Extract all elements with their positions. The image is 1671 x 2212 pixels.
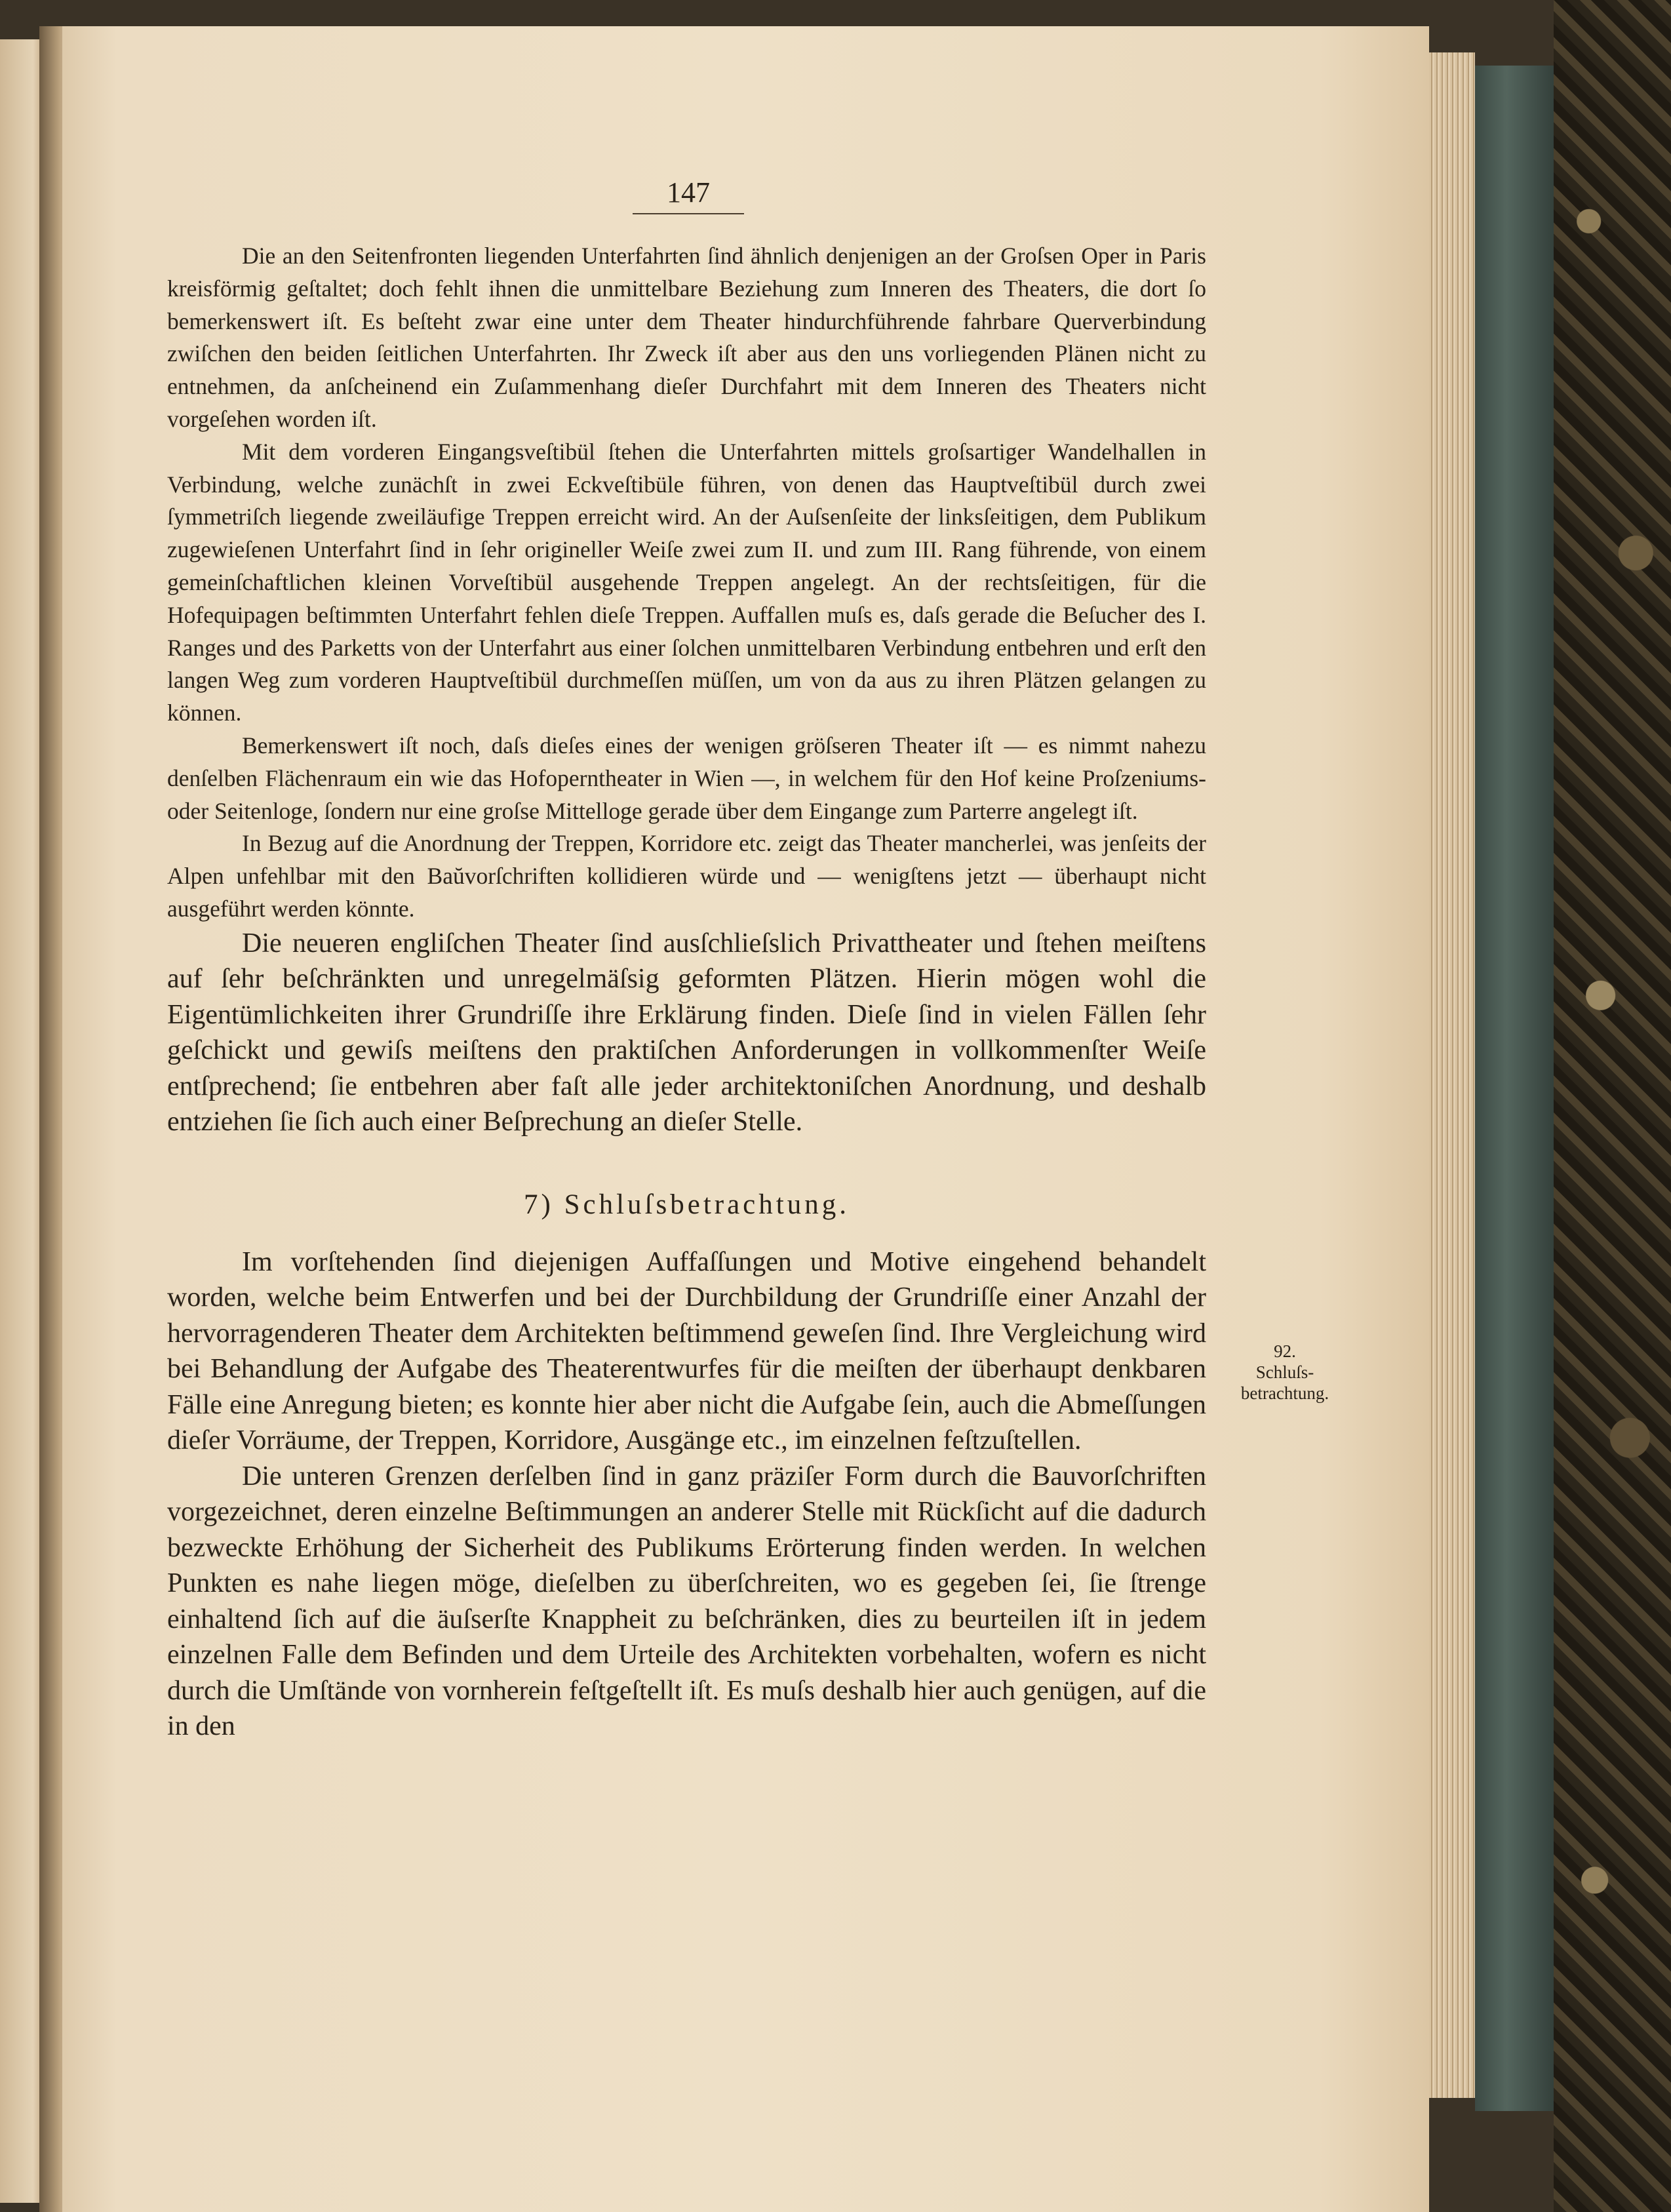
page-block-edges (1429, 52, 1475, 2098)
margin-note-line: betrachtung. (1240, 1383, 1329, 1403)
marbled-endpaper (1554, 0, 1671, 2212)
paragraph: Die neueren engliſchen Theater ſind ausſchlieſslich Privattheater und ſtehen meiſtens auf ſehr beſchränkten und unregelmäſsig geformten Plätzen. Hierin mögen wohl die Eigentümlichkeiten ihrer Grundriſſe ihre Erklärung finden. Dieſe ſind in vielen Fällen ſehr geſchickt und gewiſs meiſtens den praktiſchen Anforderungen in vollkommenſter Weiſe entſprechend; ſie entbehren aber faſt alle jeder architektoniſchen Anordnung, und deshalb entziehen ſie ſich auch einer Beſprechung an dieſer Stelle. (167, 928, 1206, 1137)
cover-board (1475, 66, 1554, 2111)
paragraph: In Bezug auf die Anordnung der Treppen, Korridore etc. zeigt das Theater mancherlei, was jenſeits der Alpen unfehlbar mit den Baŭvorſchriften kollidieren würde und — wenigſtens jetzt — überhaupt nicht ausgeführt werden könnte. (167, 830, 1206, 922)
section-heading: 7) Schluſsbetrachtung. (524, 1189, 850, 1220)
paragraph: Die an den Seitenfronten liegenden Unterfahrten ſind ähnlich denjenigen an der Groſsen Oper in Paris kreisförmig geſtaltet; doch fehlt ihnen die unmittelbare Beziehung zum Inneren des Theaters, die dort ſo bemerkenswert iſt. Es beſteht zwar eine unter dem Theater hindurchführende fahrbare Querverbindung zwiſchen den beiden ſeitlichen Unterfahrten. Ihr Zweck iſt aber aus den uns vorliegenden Plänen nicht zu entnehmen, da anſcheinend ein Zuſammenhang dieſer Durchfahrt mit dem Inneren des Theaters nicht vorgeſehen worden iſt. (167, 243, 1206, 432)
margin-note-line: Schluſs- (1255, 1362, 1314, 1382)
paragraph: Die unteren Grenzen derſelben ſind in ganz präziſer Form durch die Bauvorſchriften vorgezeichnet, deren einzelne Beſtimmungen an anderer Stelle mit Rückſicht auf die dadurch bezweckte Erhöhung der Sicherheit des Publikums Erörterung finden werden. In welchen Punkten es nahe liegen möge, dieſelben zu überſchreiten, wo es gegeben ſei, ſie ſtrenge einhaltend ſich auf die äuſserſte Knappheit zu beſchränken, dies zu beurteilen iſt in jedem einzelnen Falle dem Befinden und dem Urteile des Architekten vorbehalten, wofern es nicht durch die Umſtände von vornherein feſtgeſtellt iſt. Es muſs deshalb hier auch genügen, auf die in den (167, 1461, 1206, 1742)
paragraph: Mit dem vorderen Eingangsveſtibül ſtehen die Unterfahrten mittels groſsartiger Wandelhallen in Verbindung, welche zunächſt in zwei Eckveſtibüle führen, von denen das Hauptveſtibül durch zwei ſymmetriſch liegende zweiläufige Treppen erreicht wird. An der Auſsenſeite der linksſeitigen, dem Publikum zugewieſenen Unterfahrt ſind in ſehr origineller Weiſe zwei zum II. und zum III. Rang führende, von einem gemeinſchaftlichen kleinen Vorveſtibül ausgehende Treppen angelegt. An der rechtsſeitigen, für die Hofequipagen beſtimmten Unterfahrt fehlen dieſe Treppen. Auffallen muſs es, daſs gerade die Beſucher des I. Ranges und des Parketts von der Unterfahrt aus einer ſolchen unmittelbaren Verbindung entbehren und erſt den langen Weg zum vorderen Hauptveſtibül durchmeſſen müſſen, um von da aus zu ihren Plätzen gelangen zu können. (167, 438, 1206, 726)
paragraph: Bemerkenswert iſt noch, daſs dieſes eines der wenigen gröſseren Theater iſt — es nimmt nahezu denſelben Flächenraum ein wie das Hofoperntheater in Wien —, in welchem für den Hof keine Proſzeniums- oder Seitenloge, ſondern nur eine groſse Mittelloge gerade über dem Eingange zum Parterre angelegt iſt. (167, 732, 1206, 824)
paragraph: Im vorſtehenden ſind diejenigen Auffaſſungen und Motive eingehend behandelt worden, welche beim Entwerfen und bei der Durchbildung der Grundriſſe einer Anzahl der hervorragenderen Theater dem Architekten beſtimmend geweſen ſind. Ihre Vergleichung wird bei Behandlung der Aufgabe des Theaterentwurfes für die meiſten der überhaupt denkbaren Fälle eine Anregung bieten; es konnte hier aber nicht die Aufgabe ſein, auch die Abmeſſungen dieſer Vorräume, der Treppen, Korridore, Ausgänge etc., im einzelnen feſtzuſtellen. (167, 1246, 1206, 1456)
text-column (167, 240, 1206, 1745)
margin-note (1219, 1341, 1350, 1404)
page-number: 147 (633, 176, 744, 214)
margin-note-number: 92. (1274, 1341, 1296, 1361)
